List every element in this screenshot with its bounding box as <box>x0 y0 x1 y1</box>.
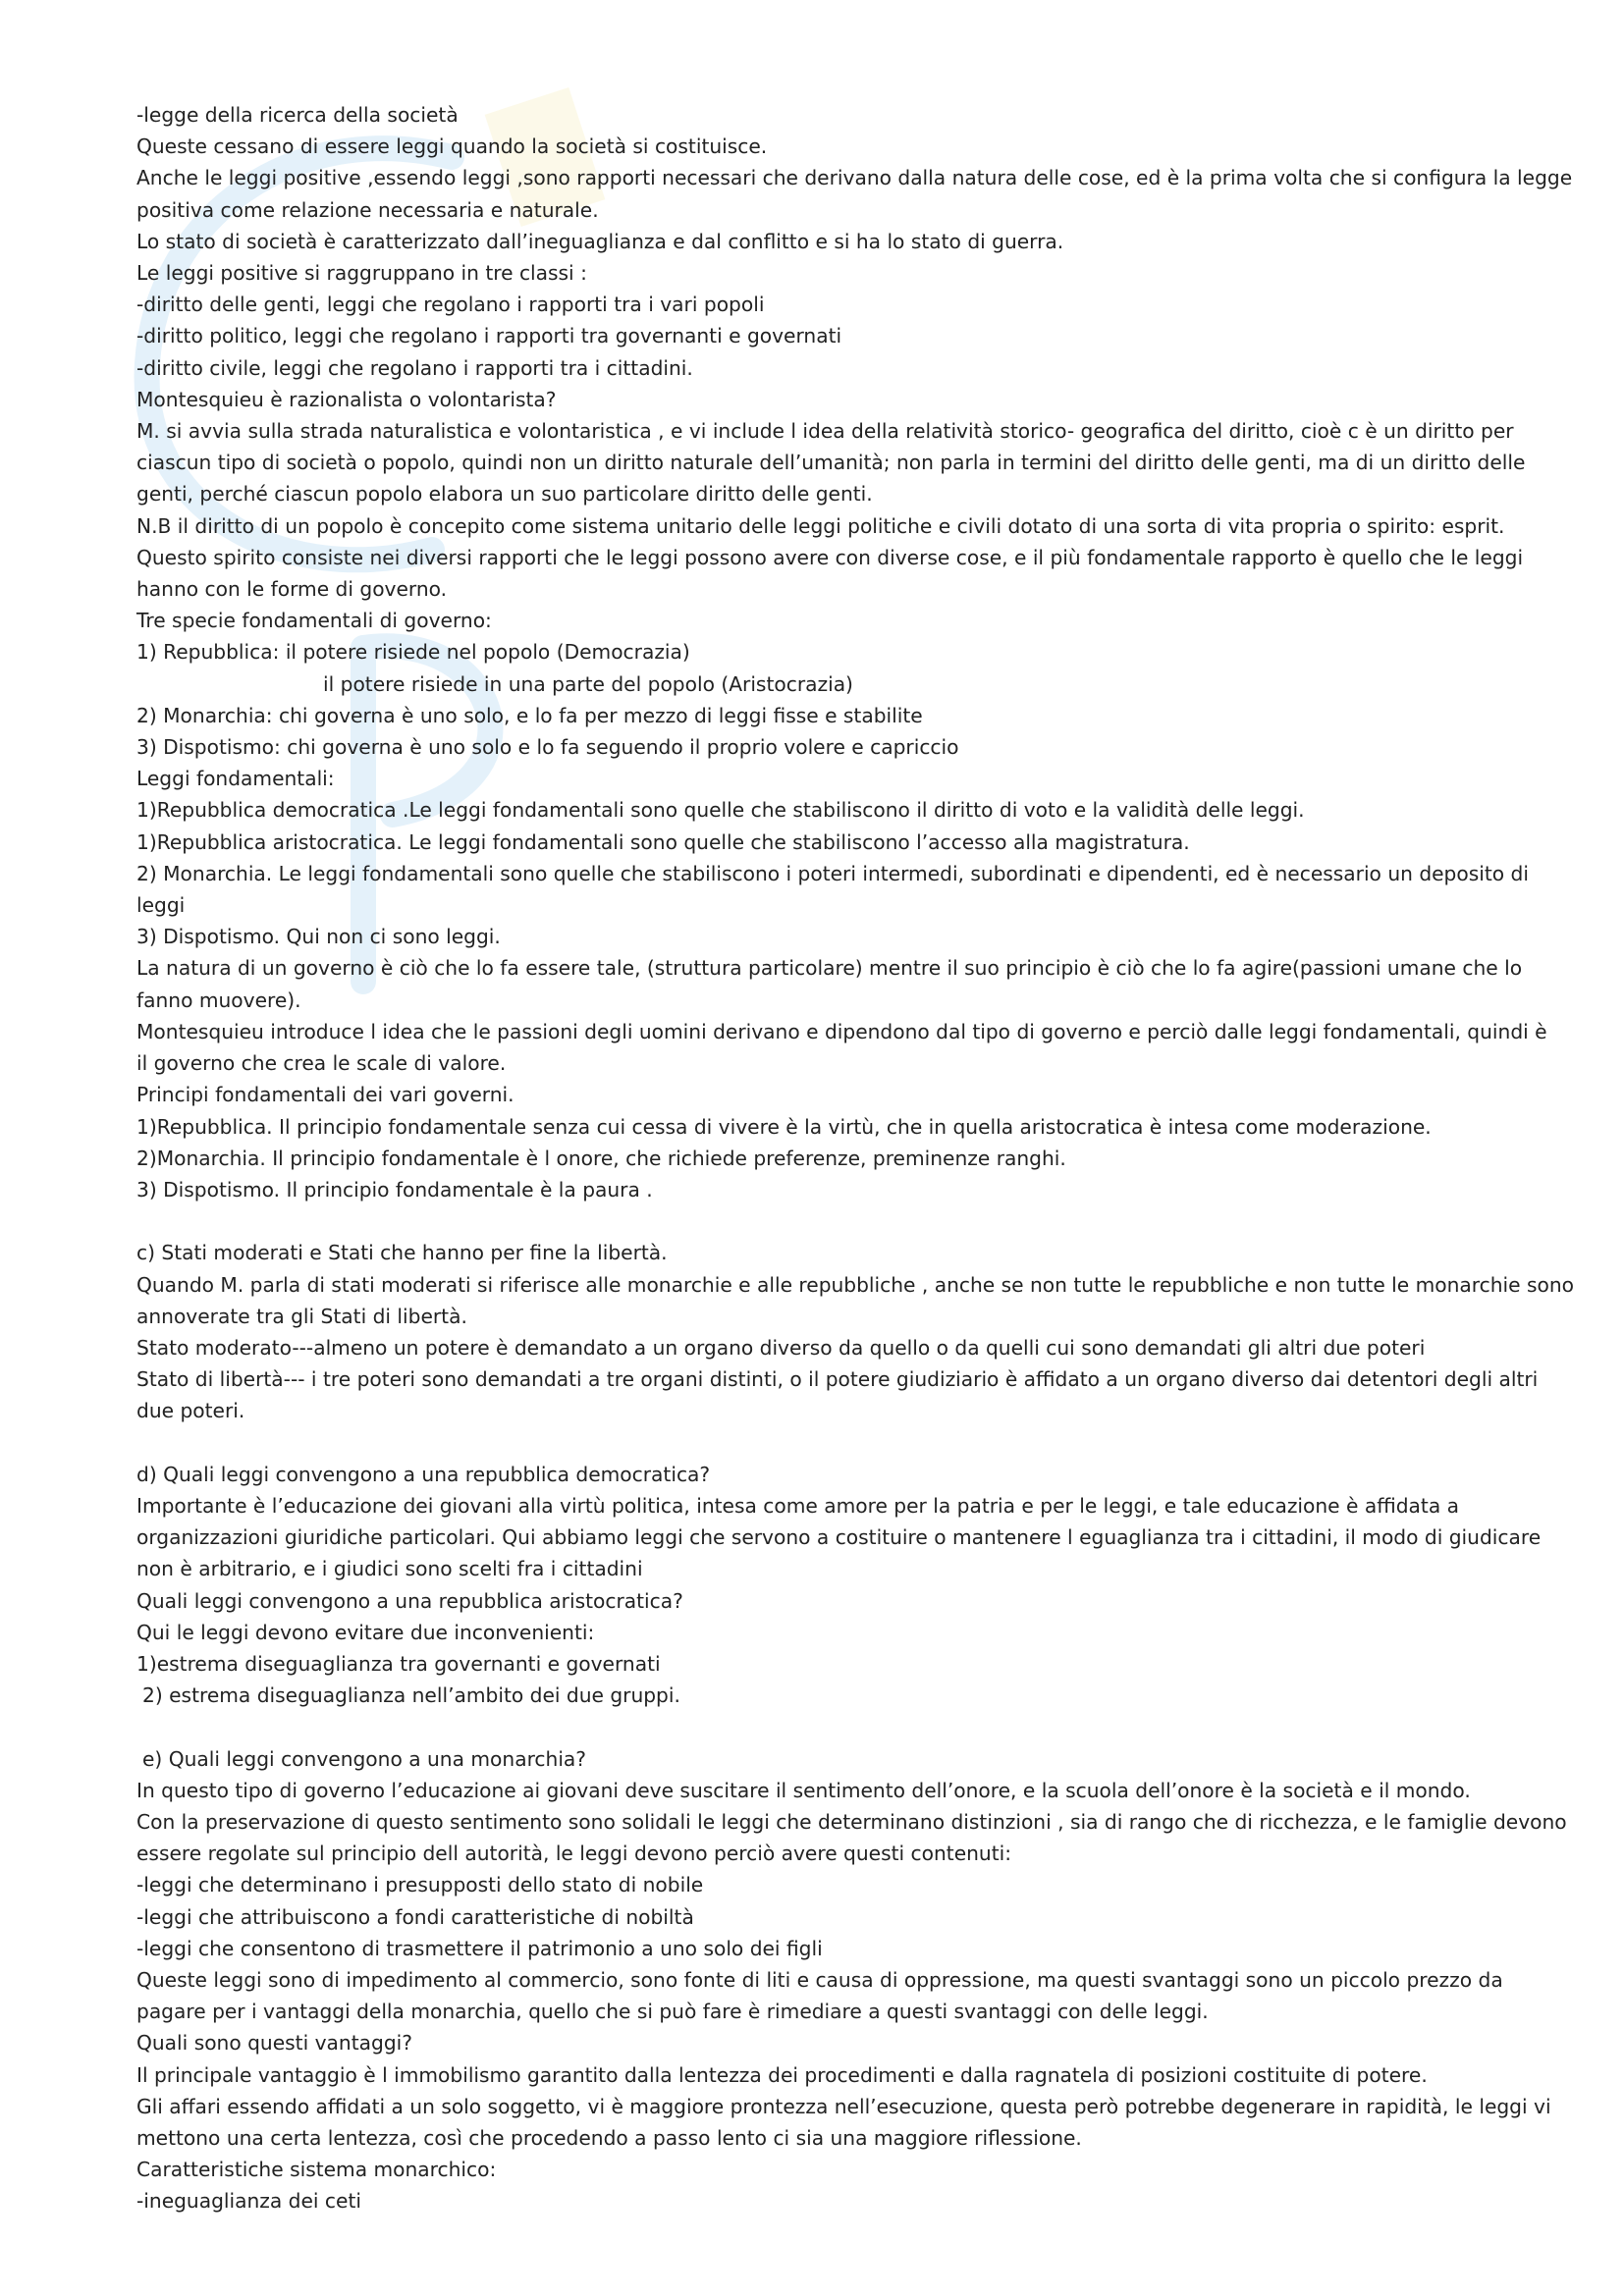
text-line: La natura di un governo è ciò che lo fa essere tale, (struttura particolare) mentre il suo principio è ciò che lo fa agire(passioni umane che lo <box>136 956 1523 981</box>
text-line: hanno con le forme di governo. <box>136 577 448 602</box>
text-line: Queste leggi sono di impedimento al commercio, sono fonte di liti e causa di oppressione, ma questi svantaggi sono un piccolo prezzo da <box>136 1967 1503 1992</box>
text-line: due poteri. <box>136 1399 245 1423</box>
text-line: mettono una certa lentezza, così che procedendo a passo lento ci sia una maggiore riflessione. <box>136 2125 1082 2150</box>
text-line: essere regolate sul principio dell autorità, le leggi devono perciò avere questi contenuti: <box>136 1842 1012 1866</box>
text-line: Gli affari essendo affidati a un solo soggetto, vi è maggiore prontezza nell’esecuzione, questa però potrebbe degenerare in rapidità, le leggi vi <box>136 2094 1551 2118</box>
text-line: Quali leggi convengono a una repubblica aristocratica? <box>136 1588 683 1613</box>
text-line: Quali sono questi vantaggi? <box>136 2031 412 2056</box>
text-line: M. si avvia sulla strada naturalistica e volontaristica , e vi include l idea della relatività storico- geografica del diritto, cioè c è un diritto per <box>136 419 1514 444</box>
section-heading: d) Quali leggi convengono a una repubblica democratica? <box>136 1462 711 1486</box>
text-line: -leggi che attribuiscono a fondi caratteristiche di nobiltà <box>136 1904 694 1929</box>
text-line: Il principale vantaggio è l immobilismo garantito dalla lentezza dei procedimenti e dalla ragnatela di posizioni costituite di potere. <box>136 2062 1428 2087</box>
blank-line <box>136 1205 1531 1237</box>
text-line: -diritto delle genti, leggi che regolano i rapporti tra i vari popoli <box>136 293 765 317</box>
text-line: il potere risiede in una parte del popolo (Aristocrazia) <box>323 671 853 696</box>
text-line: Leggi fondamentali: <box>136 767 335 791</box>
text-line: Quando M. parla di stati moderati si riferisce alle monarchie e alle repubbliche , anche se non tutte le repubbliche e non tutte le monarchie sono <box>136 1272 1575 1297</box>
text-line: 1)Repubblica aristocratica. Le leggi fondamentali sono quelle che stabiliscono l’accesso alla magistratura. <box>136 829 1190 854</box>
text-line: non è arbitrario, e i giudici sono scelti fra i cittadini <box>136 1557 643 1581</box>
text-line: genti, perché ciascun popolo elabora un suo particolare diritto delle genti. <box>136 482 873 507</box>
text-line: Importante è l’educazione dei giovani alla virtù politica, intesa come amore per la patria e per le leggi, e tale educazione è affidata a <box>136 1493 1460 1518</box>
text-line: leggi <box>136 893 186 918</box>
section-heading: e) Quali leggi convengono a una monarchia? <box>142 1746 587 1771</box>
text-line: 2) estrema diseguaglianza nell’ambito dei due gruppi. <box>142 1683 680 1708</box>
text-line: 2) Monarchia: chi governa è uno solo, e lo fa per mezzo di leggi fisse e stabilite <box>136 703 923 727</box>
text-line: -ineguaglianza dei ceti <box>136 2189 361 2214</box>
text-line: Le leggi positive si raggruppano in tre classi : <box>136 261 587 286</box>
text-line: Questo spirito consiste nei diversi rapporti che le leggi possono avere con diverse cose, e il più fondamentale rapporto è quello che le leggi <box>136 545 1524 569</box>
text-line: -leggi che determinano i presupposti dello stato di nobile <box>136 1873 704 1897</box>
document-body <box>136 99 1575 2217</box>
text-line: il governo che crea le scale di valore. <box>136 1051 507 1076</box>
text-line: In questo tipo di governo l’educazione ai giovani deve suscitare il sentimento dell’onore, e la scuola dell’onore è la società e il mondo. <box>136 1778 1471 1802</box>
text-line: Con la preservazione di questo sentimento sono solidali le leggi che determinano distinzioni , sia di rango che di ricchezza, e le famiglie devono <box>136 1809 1567 1834</box>
text-line: 1)Repubblica democratica .Le leggi fondamentali sono quelle che stabiliscono il diritto di voto e la validità delle leggi. <box>136 798 1305 823</box>
text-line: 1) Repubblica: il potere risiede nel popolo (Democrazia) <box>136 640 690 665</box>
text-line: 3) Dispotismo: chi governa è uno solo e lo fa seguendo il proprio volere e capriccio <box>136 735 959 760</box>
text-line: Montesquieu introduce l idea che le passioni degli uomini derivano e dipendono dal tipo di governo e perciò dalle leggi fondamentali, quindi è <box>136 1019 1547 1043</box>
text-line: 2)Monarchia. Il principio fondamentale è l onore, che richiede preferenze, preminenze ranghi. <box>136 1146 1066 1170</box>
text-line: Montesquieu è razionalista o volontarista? <box>136 387 557 411</box>
blank-line <box>136 1711 1531 1742</box>
text-line: 3) Dispotismo. Qui non ci sono leggi. <box>136 925 501 949</box>
text-line: 3) Dispotismo. Il principio fondamentale è la paura . <box>136 1177 653 1201</box>
text-line: 1)estrema diseguaglianza tra governanti e governati <box>136 1651 661 1676</box>
text-line: -diritto civile, leggi che regolano i rapporti tra i cittadini. <box>136 355 693 380</box>
text-line: Caratteristiche sistema monarchico: <box>136 2158 497 2182</box>
text-line: Qui le leggi devono evitare due inconvenienti: <box>136 1620 595 1644</box>
text-line: fanno muovere). <box>136 988 301 1012</box>
text-line: 1)Repubblica. Il principio fondamentale senza cui cessa di vivere è la virtù, che in quella aristocratica è intesa come moderazione. <box>136 1114 1432 1139</box>
text-line: Tre specie fondamentali di governo: <box>136 609 492 633</box>
text-line: -legge della ricerca della società <box>136 103 459 127</box>
text-line: N.B il diritto di un popolo è concepito come sistema unitario delle leggi politiche e civili dotato di una sorta di vita propria o spirito: esprit. <box>136 513 1505 538</box>
text-line: Anche le leggi positive ,essendo leggi ,sono rapporti necessari che derivano dalla natura delle cose, ed è la prima volta che si configura la legge <box>136 166 1573 190</box>
section-heading: c) Stati moderati e Stati che hanno per fine la libertà. <box>136 1241 668 1265</box>
text-line: ciascun tipo di società o popolo, quindi non un diritto naturale dell’umanità; non parla in termini del diritto delle genti, ma di un diritto delle <box>136 451 1526 475</box>
text-line: annoverate tra gli Stati di libertà. <box>136 1304 467 1328</box>
text-line: organizzazioni giuridiche particolari. Qui abbiamo leggi che servono a costituire o mantenere l eguaglianza tra i cittadini, il modo di giudicare <box>136 1525 1542 1550</box>
text-line: pagare per i vantaggi della monarchia, quello che si può fare è rimediare a questi svantaggi con delle leggi. <box>136 2000 1209 2024</box>
text-line: -leggi che consentono di trasmettere il patrimonio a uno solo dei figli <box>136 1936 823 1960</box>
text-line: Queste cessano di essere leggi quando la società si costituisce. <box>136 134 768 159</box>
text-line: positiva come relazione necessaria e naturale. <box>136 197 599 222</box>
text-line: Stato moderato---almeno un potere è demandato a un organo diverso da quello o da quelli cui sono demandati gli altri due poteri <box>136 1335 1426 1360</box>
text-line: Principi fondamentali dei vari governi. <box>136 1083 514 1107</box>
text-line: -diritto politico, leggi che regolano i rapporti tra governanti e governati <box>136 324 842 348</box>
text-line: Stato di libertà--- i tre poteri sono demandati a tre organi distinti, o il potere giudiziario è affidato a un organo diverso dai detentori degli altri <box>136 1367 1539 1392</box>
text-line: 2) Monarchia. Le leggi fondamentali sono quelle che stabiliscono i poteri intermedi, subordinati e dipendenti, ed è necessario un deposito di <box>136 861 1529 885</box>
blank-line <box>136 1427 1531 1459</box>
text-line: Lo stato di società è caratterizzato dall’ineguaglianza e dal conflitto e si ha lo stato di guerra. <box>136 229 1064 253</box>
